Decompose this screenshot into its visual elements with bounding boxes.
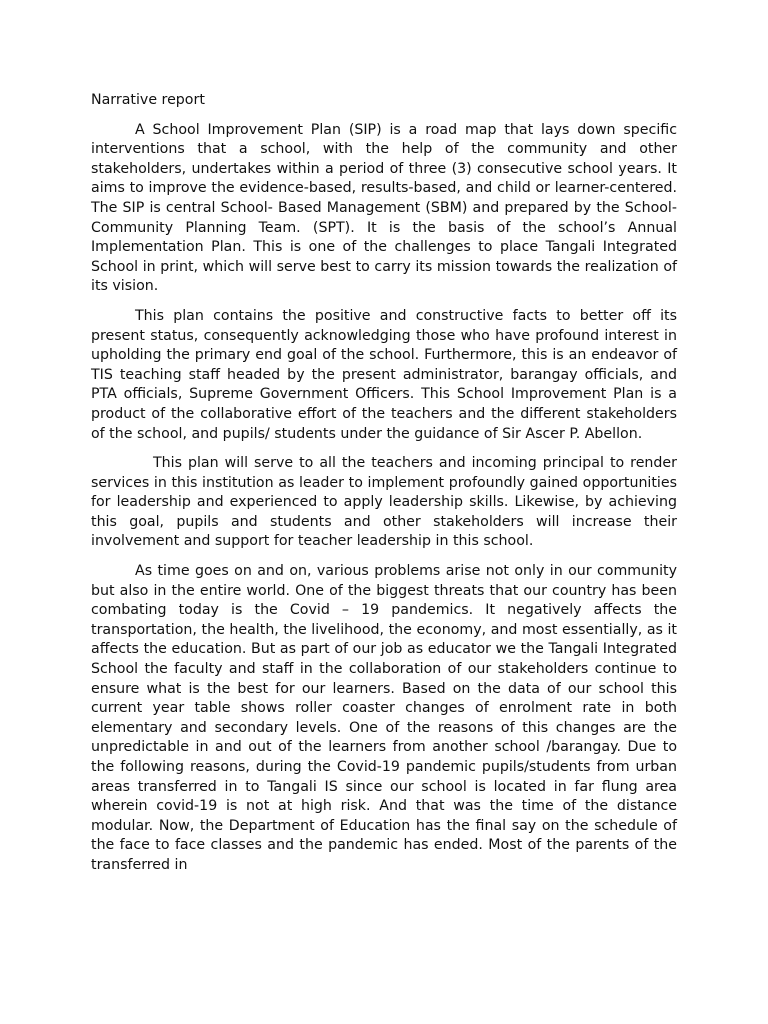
paragraph-covid-context: As time goes on and on, various problems arise not only in our community but also in the entire world. One of the biggest threats that our country has been combating today is the Covid – 19 pandemics. It negatively affects the transportation, the health, the livelihood, the economy, and most essentially, as it affects the education. But as part of our job as educator we the Tangali Integrated School the faculty and staff in the collaboration of our stakeholders continue to ensure what is the best for our learners. Based on the data of our school this current year table shows roller coaster changes of enrolment rate in both elementary and secondary levels. One of the reasons of this changes are the unpredictable in and out of the learners from another school /barangay. Due to the following reasons, during the Covid-19 pandemic pupils/students from urban areas transferred in to Tangali IS since our school is located in far flung area wherein covid-19 is not at high risk. And that was the time of the distance modular. Now, the Department of Education has the final say on the schedule of the face to face classes and the pandemic has ended. Most of the parents of the transferred in — [91, 563, 677, 873]
document-title: Narrative report — [91, 92, 205, 108]
document-body — [91, 91, 677, 886]
paragraph-plan-contents: This plan contains the positive and constructive facts to better off its present status, consequently acknowledging those who have profound interest in upholding the primary end goal of the school. Furthermore, this is an endeavor of TIS teaching staff headed by the present administrator, barangay officials, and PTA officials, Supreme Government Officers. This School Improvement Plan is a product of the collaborative effort of the teachers and the different stakeholders of the school, and pupils/ students under the guidance of Sir Ascer P. Abellon. — [91, 307, 677, 442]
paragraph-plan-purpose: This plan will serve to all the teachers and incoming principal to render services in this institution as leader to implement profoundly gained opportunities for leadership and experienced to apply leadership skills. Likewise, by achieving this goal, pupils and students and other stakeholders will increase their involvement and support for teacher leadership in this school. — [91, 455, 677, 550]
paragraph-sip-definition: A School Improvement Plan (SIP) is a road map that lays down specific interventions that a school, with the help of the community and other stakeholders, undertakes within a period of three (3) consecutive school years. It aims to improve the evidence-based, results-based, and child or learner-centered. The SIP is central School- Based Management (SBM) and prepared by the School-Community Planning Team. (SPT). It is the basis of the school’s Annual Implementation Plan. This is one of the challenges to place Tangali Integrated School in print, which will serve best to carry its mission towards the realization of its vision. — [91, 121, 677, 295]
